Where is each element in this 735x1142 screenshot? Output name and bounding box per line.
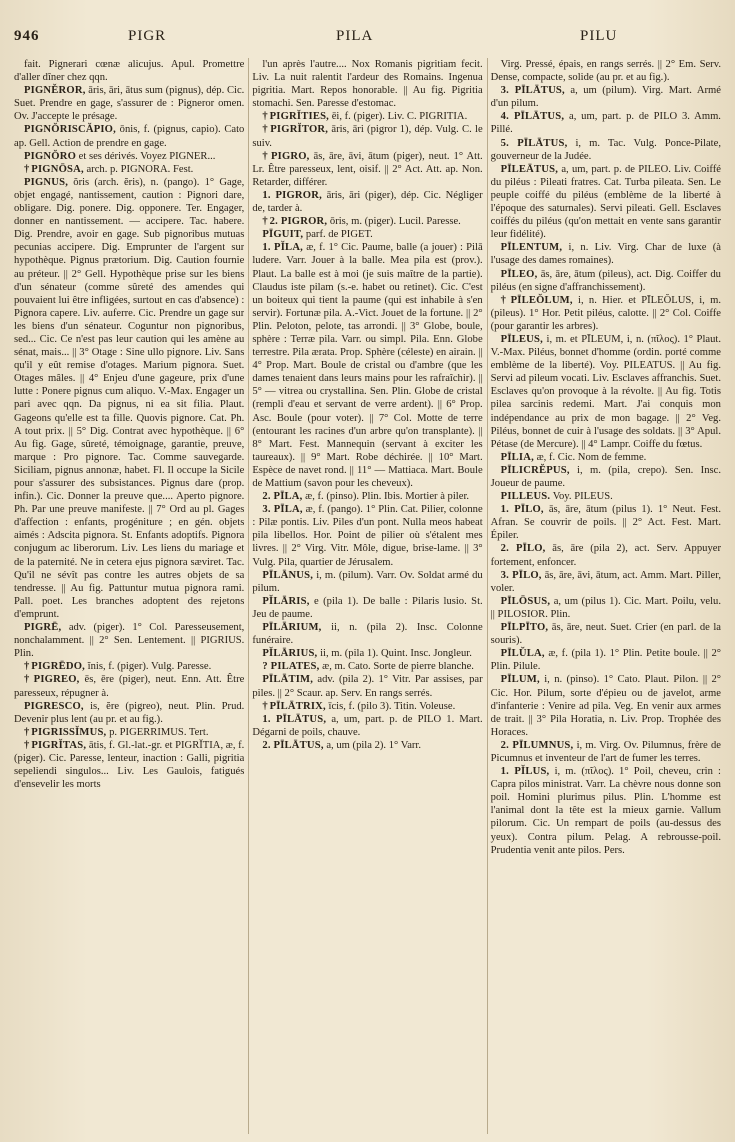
running-head-left: PIGR — [128, 28, 167, 44]
dictionary-entry — [252, 215, 482, 228]
entry-headword: PIGNĚROR, — [24, 85, 86, 97]
dictionary-entry — [14, 673, 244, 699]
entry-text: æ, m. Cato. Sorte de pierre blanche. — [322, 661, 474, 673]
dictionary-entry — [491, 647, 721, 673]
entry-headword: 4. PĪLĀTUS, — [500, 111, 565, 123]
dictionary-entry — [252, 700, 482, 713]
entry-text: æ, f. (pango). 1° Plin. Cat. Pilier, colonne : Pilæ pontis. Liv. Piles d'un pont. Nulla meos habeat pila libellos. Hor. Point de pilier où s'étalent mes livres. || 2° Virg. Vitr. Môle, digue, brise-lame. || 3° Vulg. Pila, quartier de Jérusalem. — [252, 504, 483, 568]
entry-headword: 1. PĪLĀTUS, — [262, 713, 327, 725]
entry-headword: PIGRO, — [270, 150, 310, 162]
entry-headword: 2. PĪLO, — [500, 543, 546, 555]
entry-text: ās, āre, ātum (pileus), act. Dig. Coiffer du piléus (en signe d'affranchissement). — [490, 268, 721, 293]
dictionary-entry — [252, 673, 482, 699]
entry-text: l'un après l'autre.... Nox Romanis pigritiam fecit. Liv. La nuit ralentit l'ardeur des Romains. Ingenua pigritia. Mart. Repos honorable. || Au fig. Pigritia stomachi. Sen. Paresse d'estomac. — [252, 59, 483, 110]
entry-text: ii, m. (pila 1). Quint. Insc. Jongleur. — [320, 648, 472, 660]
dagger-mark-icon: † — [24, 726, 30, 738]
entry-text: i, n. Liv. Virg. Char de luxe (à l'usage des dames romaines). — [490, 242, 721, 267]
dictionary-entry — [14, 163, 244, 176]
dagger-mark-icon: † — [262, 124, 269, 136]
entry-text: ōris, m. (piger). Lucil. Paresse. — [329, 216, 461, 228]
entry-headword: PĪLĀTRIX, — [269, 700, 326, 712]
entry-headword: PĪLIA, — [500, 451, 534, 463]
entry-text: i, m. (pila, crepo). Sen. Insc. Joueur de paume. — [490, 464, 721, 489]
dictionary-entry — [491, 673, 721, 738]
entry-text: a, um (pilum). Virg. Mart. Armé d'un pilum. — [490, 85, 721, 110]
entry-text: is, ĕre (pigreo), neut. Plin. Prud. Devenir plus lent (au pr. et au fig.). — [14, 700, 245, 725]
entry-headword: PIGRĒDO, — [31, 661, 85, 673]
dictionary-entry — [491, 241, 721, 267]
entry-headword: PĪLŌSUS, — [500, 595, 551, 607]
entry-headword: PILLEUS. — [500, 491, 551, 503]
dictionary-entry — [252, 241, 482, 490]
dictionary-entry — [14, 700, 244, 726]
entry-text: a, um, part. p. de PILEO. Liv. Coiffé du piléus : Pileati fratres. Cat. Turba pileata. Sen. Le peuple coiffé du piléus (emblème de la liberté à l'époque des saturnales). Servi pileati. Gell. Esclaves coiffés du piléus (qu'on mettait en vente sans garantir leur fidélité). — [490, 163, 721, 241]
entry-headword: PĬLĀRIS, — [262, 595, 310, 607]
text-columns — [14, 58, 721, 1134]
entry-headword: PĪLENTUM, — [500, 242, 563, 254]
entry-headword: 1. PĬLUS, — [500, 766, 550, 778]
entry-text: parf. de PIGET. — [305, 229, 373, 241]
dictionary-entry — [491, 294, 721, 333]
dictionary-entry — [252, 660, 482, 673]
dictionary-entry — [14, 726, 244, 739]
entry-text: Virg. Pressé, épais, en rangs serrés. || 2° Em. Serv. Dense, compacte, solide (au pr. et au fig.). — [490, 59, 721, 84]
dictionary-entry — [14, 150, 244, 163]
entry-headword: PIGRĬTAS, — [31, 739, 87, 751]
entry-headword: PĪLPĪTO, — [500, 622, 549, 634]
dagger-mark-icon: † — [500, 294, 509, 306]
entry-text: adv. (pila 2). 1° Vitr. Par assises, par piles. || 2° Scaur. ap. Serv. En rangs serrés. — [252, 674, 483, 699]
dictionary-entry — [491, 739, 721, 765]
entry-headword: PĪLUM, — [500, 674, 540, 686]
dictionary-entry — [491, 542, 721, 568]
dictionary-entry — [252, 490, 482, 503]
column-left — [14, 58, 244, 1134]
dagger-mark-icon: † — [24, 661, 30, 673]
dictionary-entry — [491, 464, 721, 490]
dagger-mark-icon: † — [262, 216, 268, 228]
entry-headword: PĪLŬLA, — [500, 648, 545, 660]
dictionary-entry — [491, 595, 721, 621]
entry-text: a, um (pilus 1). Cic. Mart. Poilu, velu. || PILOSIOR. Plin. — [490, 595, 721, 620]
dictionary-entry — [491, 84, 721, 110]
dagger-mark-icon: † — [24, 674, 32, 686]
entry-headword: PIGRĒ, — [24, 622, 62, 634]
entry-text: p. PIGERRIMUS. Tert. — [109, 726, 209, 738]
entry-text: i, m. et PĪLEUM, i, n. (πῖλος). 1° Plaut. V.-Max. Piléus, bonnet d'homme (ordin. porté comme emblème de la liberté). Voy. PILEATUS. || Au fig. Servi ad pileum vocati. Liv. Esclaves affranchis. Suet. Esclaves qu'on provoque à la révolte. || Au fig. Totis pilea sarcinis redemi. Mart. J'ai conquis mon indépendance au prix de mon bagage. || 2° Veg. Piléus, bonnet de cuir à l'usage des soldats. || 3° Apul. Pétase (de Mercure). || 4° Lampr. Coiffe du fœtus. — [490, 333, 721, 450]
entry-headword: 1. PĪLO, — [500, 504, 544, 516]
dictionary-entry — [14, 58, 244, 84]
entry-text: Voy. PILEUS. — [552, 491, 613, 503]
dagger-mark-icon: † — [262, 111, 268, 123]
dictionary-entry — [252, 503, 482, 568]
entry-text: āris, āri, ātus sum (pignus), dép. Cic. Suet. Prendre en gage, s'assurer de : Pigneror omen. Ov. J'accepte le présage. — [14, 85, 245, 123]
running-head-center: PILA — [336, 28, 374, 44]
entry-headword: PĪLICRĔPUS, — [500, 464, 570, 476]
entry-headword: PĪLĀRIUM, — [262, 622, 322, 634]
dagger-mark-icon: † — [24, 739, 30, 751]
entry-headword: 3. PĪLA, — [262, 504, 303, 516]
entry-headword: 2. PĪLUMNUS, — [500, 739, 574, 751]
dictionary-entry — [491, 58, 721, 84]
entry-headword: PĪGUIT, — [262, 229, 304, 241]
column-right — [487, 58, 721, 1134]
entry-text: ēi, f. (piger). Liv. C. PIGRITIA. — [331, 111, 468, 123]
dictionary-entry — [14, 123, 244, 149]
entry-headword: PIGNŌSA, — [31, 163, 84, 175]
dictionary-entry — [252, 58, 482, 110]
entry-headword: 3. PĪLĀTUS, — [500, 85, 565, 97]
dictionary-entry — [252, 621, 482, 647]
entry-headword: PIGRĬTIES, — [269, 111, 330, 123]
dictionary-entry — [491, 569, 721, 595]
entry-headword: ? PILATES, — [262, 661, 320, 673]
entry-text: a, um, part. p. de PILO 3. Amm. Pillé. — [490, 111, 721, 136]
entry-headword: PĪLĀNUS, — [262, 569, 314, 581]
entry-headword: PĬLĀRIUS, — [262, 648, 318, 660]
entry-text: īcis, f. (pilo 3). Titin. Voleuse. — [328, 700, 456, 712]
entry-headword: PIGNUS, — [24, 176, 69, 188]
entry-headword: PĪLĀTIM, — [262, 674, 314, 686]
dictionary-entry — [14, 176, 244, 621]
running-head-right: PILU — [580, 28, 618, 44]
dagger-mark-icon: † — [262, 700, 268, 712]
entry-headword: 3. PĪLO, — [500, 569, 542, 581]
entry-text: i, m. Tac. Vulg. Ponce-Pilate, gouverneur de la Judée. — [490, 137, 721, 162]
entry-text: ās, āre, ātum (pilus 1). 1° Neut. Fest. Afran. Se couvrir de poils. || 2° Act. Fest. Mart. Épiler. — [490, 504, 721, 542]
entry-headword: PĪLEO, — [500, 268, 538, 280]
entry-text: ōnis, f. (pignus, capio). Cato ap. Gell. Action de prendre en gage. — [14, 124, 245, 149]
dictionary-entry — [252, 739, 482, 752]
entry-text: a, um (pila 2). 1° Varr. — [326, 739, 422, 751]
entry-headword: PĪLEŎLUM, — [510, 294, 573, 306]
entry-text: i, n. (pinso). 1° Cato. Plaut. Pilon. || 2° Cic. Hor. Pilum, sorte d'épieu ou de javelot, arme d'infanterie : Venire ad pila. Veg. En venir aux armes de trait. || 3° Pila Horatia, n. Liv. Prop. Trophée des Horaces. — [490, 674, 721, 738]
dictionary-entry — [491, 333, 721, 451]
entry-headword: 2. PĪLĀTUS, — [262, 739, 324, 751]
entry-headword: PIGRISSĬMUS, — [31, 726, 107, 738]
entry-text: ŏris (arch. ĕris), n. (pango). 1° Gage, objet engagé, nantissement, caution : Pignori dare, obligare. Dig. ponere. Dig. opponere. Ter. Engager, donner en nantissement. — accipere. Tac. habere. Dig. Prendre, avoir en gage. Sub pignoribus mutuas pecunias accipere. Dig. Emprunter de l'argent sur hypothèque. Pignus prætorium. Dig. Caution fournie au préteur. || 2° Gell. Hypothèque prise sur les biens d'un sénateur (comme sûreté des amendes qui pouvaient lui être infligées, surtout en cas d'absence) : Pignora capere. Liv. auferre. Cic. Prendre un gage sur les biens d'un sénateur. Coguntur non pignoribus, sed... Cic. Ce n'est pas leur caution qui les amène au sénat, mais... || 3° Otage : Sine ullo pignore. Liv. Sans qu'il y eût remise d'otages. Marium pignora. Suet. Otages mâles. || 4° Enjeu d'une gageure, prix d'une lutte : Ponere pignus cum aliquo. V.-Max. Engager un pari avec qqn. Da pignus, ni ea sit filia. Plaut. Gageons qu'elle est ta fille. Quovis pignore. Cat. Ph. A tout prix. || 5° Dig. Contrat avec hypothèque. || 6° Au fig. Gage, sûreté, témoignage, garantie, preuve, marque : Pro pignore. Tac. Comme sauvegarde. Siciliam, pignus annonæ, habet. Fl. Il occupe la Sicile pour s'assurer des subsistances. Pignus dare (prop. infin.). Cic. Donner la preuve que.... Aperto pignore. Ph. Par une preuve manifeste. || 7° Ord au pl. Gages d'affection : enfants, progéniture ; en gén. objets aimés : Adscita pignora. St. Enfants adoptifs. Pignora conjugum ac liberorum. Liv. Les liens du mariage et de la paternité. Ne in cetera ejus pignora sæviret. Tac. Qu'il ne sévît pas contre les autres objets de sa tendresse. || Au fig. Pattuntur mutua pignora rami. Pall. poet. Les branches adoptent des rejetons d'emprunt. — [14, 176, 245, 620]
entry-text: ātis, f. Gl.-lat.-gr. et PIGRĬTIA, æ, f. (piger). Cic. Paresse, lenteur, inaction : Galli, pigritia sepeliendi singulos... Liv. Les Gaulois, fatigués d'ensevelir les morts — [14, 739, 245, 791]
page-header — [14, 28, 721, 52]
dictionary-entry — [14, 84, 244, 123]
dictionary-entry — [491, 137, 721, 163]
dictionary-entry — [491, 621, 721, 647]
dictionary-entry — [14, 660, 244, 673]
entry-headword: PIGRĬTOR, — [270, 124, 329, 136]
entry-text: ās, āre, neut. Suet. Crier (en parl. de la souris). — [490, 622, 721, 647]
entry-text: ii, n. (pila 2). Insc. Colonne funéraire. — [252, 622, 483, 647]
entry-text: āris, āri (piger), dép. Cic. Négliger de, tarder à. — [252, 189, 483, 215]
dictionary-entry — [491, 490, 721, 503]
dagger-mark-icon: † — [24, 163, 30, 175]
entry-text: arch. p. PIGNORA. Fest. — [86, 163, 194, 175]
entry-text: æ, f. 1° Cic. Paume, balle (a jouer) : Pilā ludere. Varr. Jouer à la balle. Mea pila est (prov.). Plaut. La balle est à moi (je suis maître de la partie). Claudus iste pilam (s.-e. habet ou retinet). Cic. C'est un boiteux qui tient la paume (qui est inhabile à s'en servir). Fortunæ pila. A.-Vict. Jouet de la fortune. || 2° Plin. Peloton, pelote, tas arrondi. || 3° Globe, boule, sphère : Terræ pila. Varr. ou simpl. Pila. Enn. Globe terrestre. Pila ærata. Prop. Sphère (céleste) en airain. || 4° Prop. Mart. Boule de cristal ou d'ambre (que les dames tenaient dans leurs mains pour les rafraîchir). || 5° — vitrea ou crystallina. Sen. Plin. Globe de cristal (rempli d'eau et servant de verre ardent). || 6° Prop. Asc. Boule (pour voter). || 7° Col. Motte de terre (entourant les racines d'un arbre qu'on transplante). || 8° Mart. Fest. Mannequin (servant à exciter les taureaux). || 9° Mart. Robe déchirée. || 10° Mart. Espèce de navet rond. || 11° — Mattiaca. Mart. Boule de Mattium (savon pour les cheveux). — [252, 242, 483, 489]
dictionary-entry — [252, 189, 482, 215]
dictionary-entry — [252, 713, 482, 739]
entry-text: æ, f. (pinso). Plin. Ibis. Mortier à piler. — [305, 491, 470, 503]
entry-text: ās, āre, āvi, ātum (piger), neut. 1° Att. Lr. Être paresseux, lent, oisif. || 2° Act. Att. ap. Non. Retarder, différer. — [252, 150, 483, 188]
dictionary-entry — [252, 123, 482, 149]
entry-headword: PIGNŎRO — [24, 150, 77, 162]
dictionary-entry — [14, 621, 244, 660]
dagger-mark-icon: † — [262, 150, 269, 162]
entry-text: æ, f. (pila 1). 1° Plin. Petite boule. || 2° Plin. Pilule. — [490, 648, 721, 673]
entry-text: ēs, ēre (piger), neut. Enn. Att. Être paresseux, répugner à. — [14, 674, 245, 699]
entry-headword: PIGRESCO, — [24, 700, 84, 712]
entry-text: et ses dérivés. Voyez PIGNER... — [78, 150, 216, 162]
column-middle — [248, 58, 482, 1134]
entry-text: ās, āre, āvi, ātum, act. Amm. Mart. Piller, voler. — [490, 569, 721, 594]
dictionary-entry — [491, 110, 721, 136]
dictionary-entry — [491, 503, 721, 542]
dictionary-entry — [491, 268, 721, 294]
entry-text: ĭnis, f. (piger). Vulg. Paresse. — [87, 661, 212, 673]
entry-headword: PĪLEUS, — [500, 333, 543, 345]
dictionary-entry — [491, 451, 721, 464]
entry-headword: 1. PIGROR, — [262, 189, 322, 201]
dictionary-entry — [14, 739, 244, 791]
entry-headword: PĪLEĀTUS, — [500, 163, 559, 175]
entry-headword: PIGNŎRISCĂPIO, — [24, 124, 116, 136]
entry-text: fait. Pignerari cœnæ alicujus. Apul. Promettre d'aller dîner chez qqn. — [14, 59, 245, 84]
dictionary-entry — [252, 150, 482, 189]
entry-text: āris, āri (pigror 1), dép. Vulg. C. le suiv. — [252, 124, 483, 149]
dictionary-entry — [491, 163, 721, 242]
page-number: 946 — [14, 28, 40, 44]
entry-headword: 1. PĬLA, — [262, 242, 304, 254]
entry-text: æ, f. Cic. Nom de femme. — [536, 451, 647, 463]
entry-text: a, um, part. p. de PILO 1. Mart. Dégarni de poils, chauve. — [252, 713, 483, 738]
entry-headword: PIGREO, — [33, 674, 80, 686]
entry-headword: 5. PĪLĀTUS, — [500, 137, 568, 149]
entry-headword: 2. PĪLA, — [262, 491, 303, 503]
entry-headword: 2. PIGROR, — [269, 216, 328, 228]
dictionary-entry — [252, 110, 482, 123]
entry-text: e (pila 1). De balle : Pilaris lusio. St. Jeu de paume. — [252, 595, 483, 620]
dictionary-entry — [252, 595, 482, 621]
dictionary-entry — [252, 647, 482, 660]
entry-text: adv. (piger). 1° Col. Paresseusement, nonchalamment. || 2° Sen. Lentement. || PIGRIUS. Plin. — [14, 622, 245, 660]
entry-text: i, m. (πῖλος). 1° Poil, cheveu, crin : Capra pilos ministrat. Varr. La chèvre nous donne son poil. Homini plurimus pilus. Plin. L'homme est l'animal dont la tête est la mieux garnie. Vallum pilorum. Cic. Un rempart de poils (au-dessus des yeux). Contra pilum. Pelag. A rebrousse-poil. Prudentia venit ante pilos. Pers. — [490, 766, 721, 856]
dictionary-entry — [252, 569, 482, 595]
entry-text: i, n. Hier. et PĪLEŎLUS, i, m. (pileus). 1° Hor. Petit piléus, calotte. || 2° Col. Coiffe (pour garantir les arbres). — [490, 294, 721, 332]
dictionary-entry — [491, 765, 721, 857]
dictionary-entry — [252, 228, 482, 241]
entry-text: i, m. Virg. Ov. Pilumnus, frère de Picumnus et inventeur de l'art de fumer les terres. — [490, 739, 721, 764]
entry-text: ās, āre (pila 2), act. Serv. Appuyer fortement, enfoncer. — [490, 543, 721, 568]
entry-text: i, m. (pilum). Varr. Ov. Soldat armé du pilum. — [252, 569, 483, 594]
